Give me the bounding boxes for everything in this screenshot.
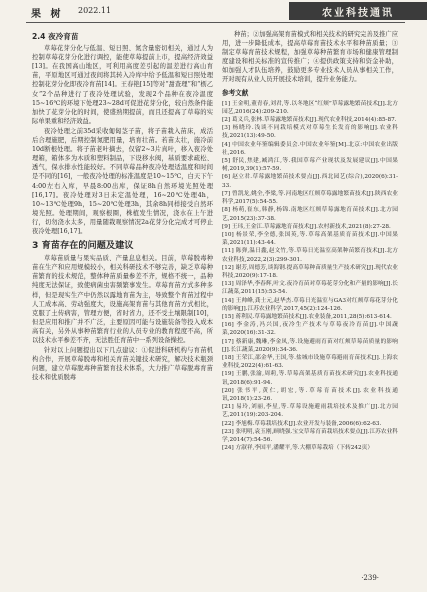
- reference-item: [23] 张明明,袁玉刚,顾晓强.宝交草莓育苗栽培技术要点[J].江苏农业科学,2014(7):54-56.: [222, 428, 398, 443]
- left-column: [32, 30, 213, 383]
- reference-item: [21] 易玲,刘丽,李星,等.草莓设施避雨栽培技术及推广[J].北方园艺,2011(19):203-204.: [222, 404, 398, 419]
- reference-item: [4] 中国农业年鉴编辑委员会.中国农业年鉴[M].北京:中国农业出版社,2016.: [222, 141, 398, 156]
- references-title: 参考文献: [222, 88, 249, 97]
- paragraph: 草莓花芽分化与低温、短日照、氮含量密切相关，通过人为控制草莓花芽分化进行调控，能使草莓提前上市，提高经济效益[13]。在我国高山地区，可利用高度差引起的温差进行高山育苗，平原地区可通过夜间将其转入冷库中给予低温和短日照处理控制花芽分化即夜冷育苗[14]。王春艳[15]等对“甜查理”和“枥乙女”2个品种进行了夜冷处理试验，发现2个品种在夜冷温度15~16℃的环境下处理23~28d可促进花芽分化，较自然条件能加快了花芽分化的时间，使盛熟期提前，而且还提高了草莓的实际单果重和经济效益。: [32, 45, 213, 125]
- chapter-heading: 3 育苗存在的问题及建议: [32, 240, 134, 252]
- reference-item: [15] 蒋利民.草莓露地繁苗技术[J].农业装备,2011,28(5):613-614.: [222, 313, 392, 320]
- reference-item: [9] 王玮,王金江.草莓露地育苗技术[J].农村新技术,2021(8):27-28.: [222, 223, 391, 230]
- page-number: ·239·: [361, 574, 379, 582]
- right-column: [222, 30, 398, 452]
- reference-list: [222, 100, 398, 453]
- reference-item: [12] 谢芳,周德芳,谈海钢.提高草莓种苗质量生产技术研究[J].现代农业科技,2020(9):17-18.: [222, 264, 398, 279]
- reference-item: [16] 李金涛,冯兴国,夜冷生产技术与草莓夜冷育苗[J].中国蔬菜,2020(16):31-32.: [222, 322, 398, 337]
- reference-item: [3] 杨晓玲.浅谈不同栽培模式对草莓生长发育的影响[J].农业科技,2021(13):49-50.: [222, 125, 398, 140]
- reference-item: [22] 李旭梅.草莓栽培技术[J].农业开发与装备,2006(6):62-63.: [222, 420, 382, 427]
- reference-item: [1] 王金明,董青春,刘君,等.以冬地区“红颊”草莓露地繁苗技术[J].北方园艺,2016(24):209-210.: [222, 100, 398, 115]
- reference-item: [19] 王鹏,张渝,周莉,等.草莓高架基质育苗技术研究[J].农业科技通讯,2018(6):91-94.: [222, 371, 398, 386]
- reference-item: [7] 曾凯龙,姚全,李梁,等.河南地区红颊草莓露地繁苗技术[J].陕西农业科学,2017(5):54-55.: [222, 190, 398, 206]
- section-heading: 2.4 夜冷育苗: [32, 32, 79, 41]
- reference-item: [10] 杨景荣,李全德,张国英,等.草莓高架基质育苗技术[J].中国果菜,2021(11):43-44.: [222, 231, 398, 247]
- reference-item: [20] 张书平,黄仁,胡宏,等.草莓育苗技术[J].农业科技通讯,2018(1):23-26.: [222, 387, 398, 402]
- paragraph: 草莓苗质量与果实品质、产量息息相关。目前，草莓脱毒种苗在生产和应用规模较小，相关科研技术不够完善，缺乏草莓种苗繁育的技术规范，整体种苗质量参差不齐，规格不统一，品种纯度无法保证，致使病菌虫害频繁事发生。草莓育苗方式多种多样，但是现实生产中仍然以露地育苗为主，导致整个育苗过程中人工成本高、劳动强度大，设施高架育苗与其他育苗方式相比，克服了土传病害，管理方便，省时省力，还不受土壤限制[10]，但是应用和推广并不广泛，主要原因可能与设施装备等投入成本高有关，另外从事种苗繁育行业的人员专业的教育程度不高，所以技术水平参差不齐，无法胜任育苗中一系列设备操控。: [32, 255, 213, 344]
- section-brand-banner: [289, 2, 427, 20]
- reference-item: [13] 周泽华,李春辉,叶文.夜冷育苗对草莓花芽分化和产量的影响[J].长江蔬菜,2011(15):53-54.: [222, 281, 398, 296]
- reference-item: [2] 葛义兵,张林.草莓露地繁苗技术[J].现代农业科技,2014(4):85-87.: [222, 117, 397, 124]
- paragraph: 夜冷处理之前35d采收匍匐茎子苗，将子苗栽入苗床，成活后合理施肥，后期控制氮肥用量，培育壮苗。若苗太壮，施冷前10d断根处理。将子苗老叶摘去，仅留2~3片真叶，移入夜冷处理箱，箱体多为木质和塑料制品，下设移水阀，基质要求疏松、透气，保水排水性能较好。不同草莓品种夜冷处理适温度和时间是不同的[16]，一般夜冷处理的标准温度是10~15℃，白天下午4:00左右入库，早晨8:00出库，保证8h自然环境光照处理[16,17]。夜冷处理对3日未定温处理，16~20℃处理4h，10~13℃处理9h，15~20℃处理3h，其余8h同样接受自然环境光照。处理期间，观察根圈，株植发生情况，浇水在上午进行，切勿浇水太多，用量随栽观察情况2a花芽分化完成才可停止夜冷处理[16,17]。: [32, 127, 213, 235]
- page-header: [0, 0, 427, 24]
- paragraph: 针对以上问题提出以下几点建议：①促进科研机构与育苗机构合作，开展草莓脱毒和相关育苗关键技术研究，解决技术瓶颈问题，建立草莓脱毒种苗繁育技术体系，大力推广草莓脱毒育苗技术和优质脱毒: [32, 347, 213, 382]
- reference-item: [24] 方淑祥,李国平,潘耀平,等.大棚草莓栽培（下转242页）: [222, 445, 374, 452]
- journal-issue: 2022.11: [78, 6, 112, 15]
- reference-item: [6] 赵立君.草莓露地繁苗技术要点[J].西北园艺(综合),2020(6):31-33.: [222, 174, 398, 189]
- reference-item: [14] 王帅峰,龚士元,赵华杰.草莓日光温室与GA3对红颊草莓花芽分化的影响[J].江苏农业科学,2017,45(2):124-126.: [222, 297, 398, 312]
- paragraph: 种苗；②加强高架育苗模式和相关技术的研究完善及推广应用，进一步降低成本，提高草莓育苗技术水平和种苗质量；③制定草莓育苗技术规程，加强草莓种苗繁育市场和健康管理制度建设和相关标准的宣传推广；④提供政策支持和资金补助，如加强人才队伍培养，鼓励更多专业技术人员从事相关工作，开对现有从业人员开展技术培训，提升业务能力。: [222, 31, 398, 84]
- reference-item: [18] 王荣江,邵金华,王国,等.盐城市设施草莓避雨育苗技术[J].上海农业科技,2022(4):61-63.: [222, 354, 398, 370]
- header-rule: [26, 22, 405, 23]
- reference-item: [11] 陈弹,温日鑫,赵文竹,等.草莓日光温室高架种苗繁育技术[J].北方农业科技,2022,2(3):299-301.: [222, 248, 398, 263]
- journal-name: 果 树: [31, 9, 64, 20]
- reference-item: [17] 蔡新康,魏琳,李金凤,等.设施避雨育苗对红颊草莓苗质量的影响[J].长江蔬菜,2020(9):34-36.: [222, 338, 398, 353]
- reference-item: [8] 杨萌,崔东,韩静,杨锦.南地区红颊草莓露地育苗技术[J].北方园艺,2015(23):37-38.: [222, 207, 398, 222]
- section-brand-label: 农业科技通讯: [322, 7, 394, 19]
- reference-item: [5] 舒民,焦建,臧鸿江,等.我国草莓产业现状及发展建议[J].中国果树,2019,39(1):57-59.: [222, 158, 398, 173]
